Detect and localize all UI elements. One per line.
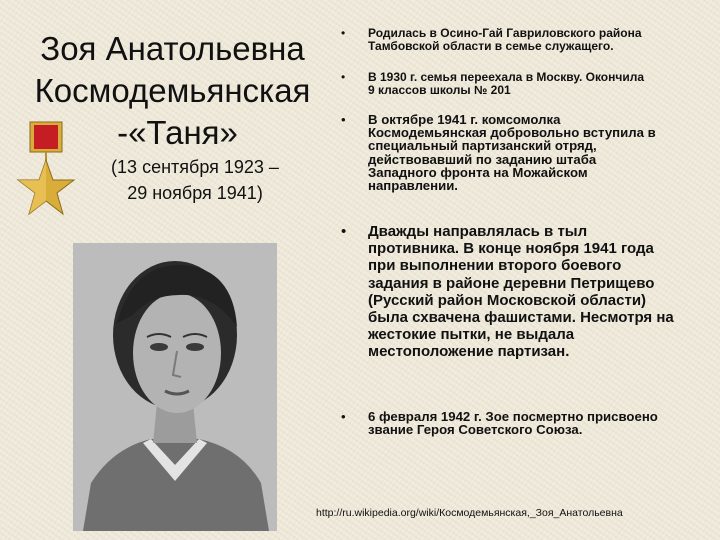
list-item [341, 112, 668, 194]
bullet-text: В 1930 г. семья переехала в Москву. Окончила 9 классов школы № 201 [368, 70, 645, 97]
title-line-3: -«Таня» [117, 114, 238, 151]
bullet-marker: • [341, 223, 347, 240]
bullet-text: В октябре 1941 г. комсомолка Космодемьянская добровольно вступила в специальный партизанский отряд, действовавший по заданию штаба Западного фронта на Можайском направлении. [368, 112, 656, 194]
title-line-2: Космодемьянская [34, 72, 311, 109]
source-link[interactable]: http://ru.wikipedia.org/wiki/Космодемьянская,_Зоя_Анатольевна [316, 507, 623, 519]
list-item [341, 223, 680, 361]
bullet-text: Дважды направлялась в тыл противника. В конце ноября 1941 года при выполнении второго боевого задания в районе деревни Петрищево (Русский район Московской области) была схвачена фашистами. Несмотря на жестокие пытки, не выдала местоположение партизан. [368, 223, 674, 361]
bullet-marker: • [341, 409, 346, 424]
bullet-text: Родилась в Осино-Гай Гавриловского района Тамбовской области в семье служащего. [368, 26, 642, 53]
bullet-marker: • [341, 112, 346, 127]
list-item [341, 409, 668, 438]
list-item [341, 70, 653, 97]
bullet-marker: • [341, 26, 346, 40]
dates-line-2: 29 ноября 1941) [127, 183, 263, 203]
title-line-1: Зоя Анатольевна [40, 30, 305, 67]
bullet-text: 6 февраля 1942 г. Зое посмертно присвоено звание Героя Советского Союза. [368, 409, 658, 438]
list-item [341, 26, 648, 53]
dates-line-1: (13 сентября 1923 – [111, 157, 279, 177]
bullet-marker: • [341, 70, 346, 84]
